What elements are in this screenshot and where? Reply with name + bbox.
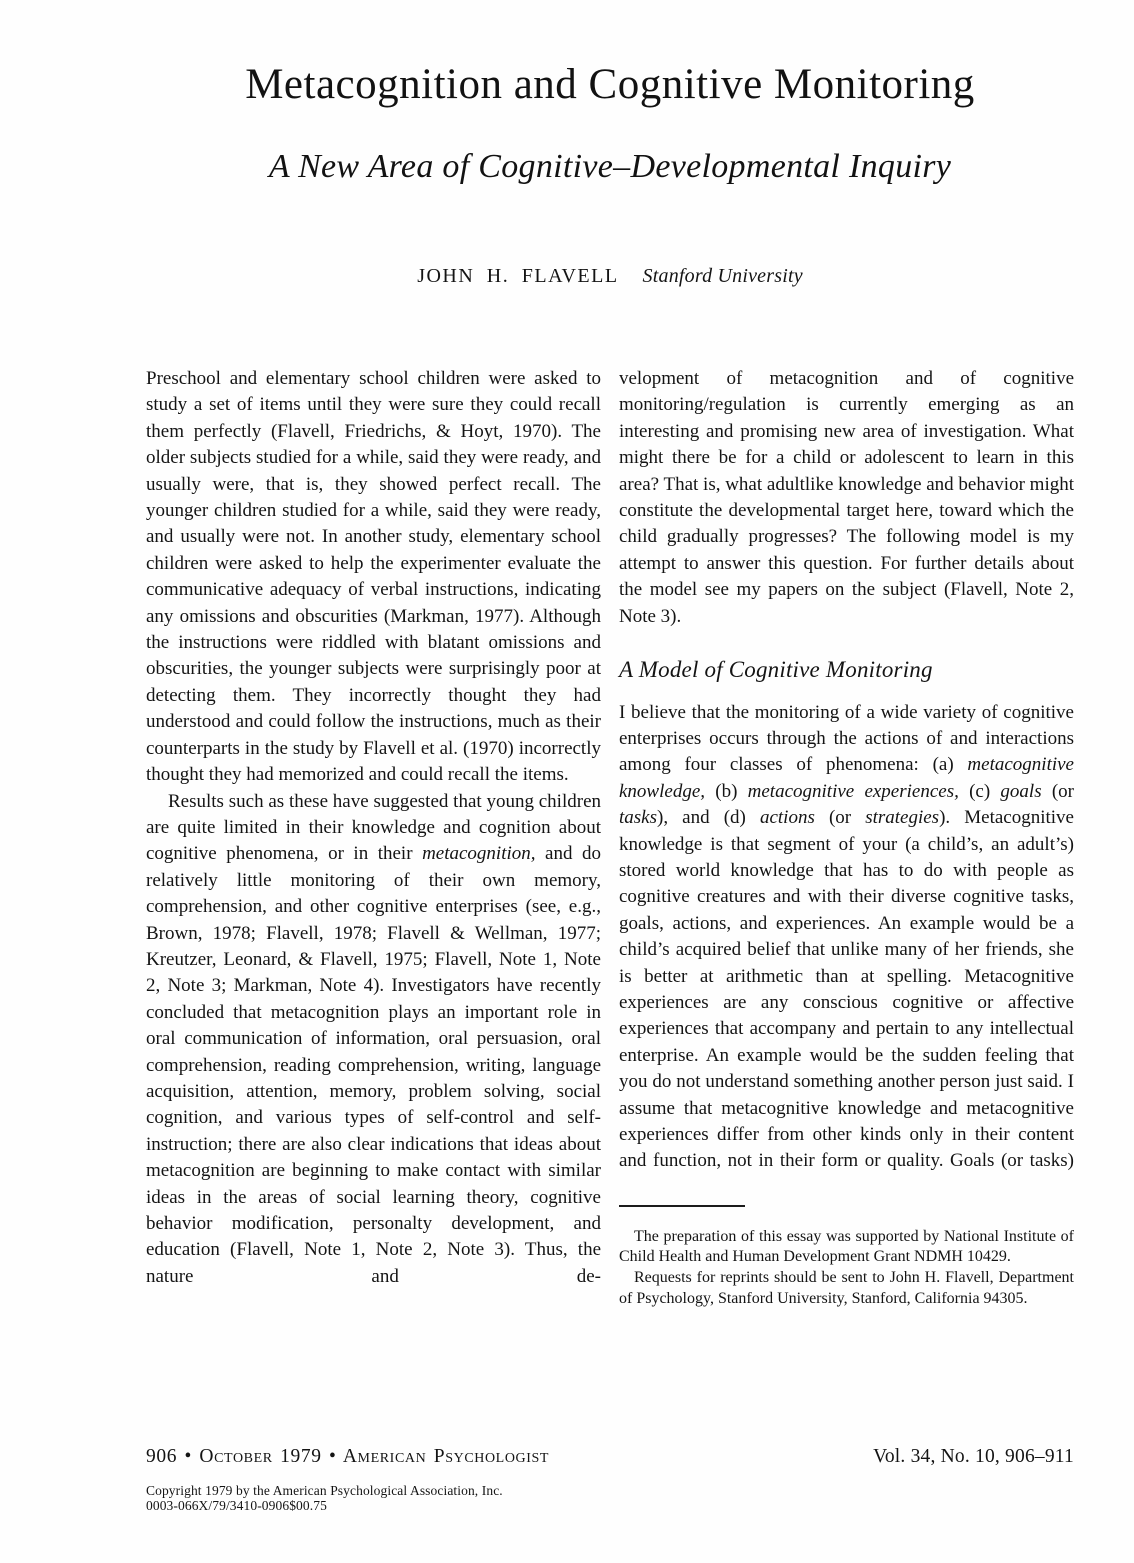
author-name: JOHN H. FLAVELL — [417, 265, 619, 287]
right-column — [619, 366, 1074, 1309]
footer-journal-line: 906 • October 1979 • American Psychologist — [146, 1446, 550, 1467]
footnote-acknowledgment: The preparation of this essay was supported by National Institute of Child Health and Human Development Grant NDMH 10429. — [619, 1227, 1074, 1266]
copyright-block — [146, 1483, 746, 1513]
paragraph-results: Results such as these have suggested that young children are quite limited in their knowledge and cognition about cognitive phenomena, or in their metacognition, and do relatively little monitoring of their own memory, comprehension, and other cognitive enterprises (see, e.g., Brown, 1978; Flavell, 1978; Flavell & Wellman, 1977; Kreutzer, Leonard, & Flavell, 1975; Flavell, Note 1, Note 2, Note 3; Markman, Note 4). Investigators have recently concluded that metacognition plays an important role in oral communication of information, oral persuasion, oral comprehension, reading comprehension, writing, language acquisition, attention, memory, problem solving, social cognition, and various types of self-control and self-instruction; there are also clear indications that ideas about metacognition are beginning to make contact with similar ideas in the areas of social learning theory, cognitive behavior modification, personalty development, and education (Flavell, Note 1, Note 2, Note 3). Thus, the nature and de- — [146, 790, 601, 1287]
author-line — [146, 265, 1074, 288]
page-footer — [146, 1446, 1074, 1468]
author-affiliation: Stanford University — [642, 265, 803, 287]
copyright-line: Copyright 1979 by the American Psychological Association, Inc. — [146, 1483, 503, 1498]
issn-fee-code: 0003-066X/79/3410-0906$00.75 — [146, 1498, 327, 1513]
footnote-reprints: Requests for reprints should be sent to John H. Flavell, Department of Psychology, Stanford University, Stanford, California 94305. — [619, 1269, 1074, 1307]
paragraph-opening: Preschool and elementary school children were asked to study a set of items until they were sure they could recall them perfectly (Flavell, Friedrichs, & Hoyt, 1970). The older subjects studied for a while, said they were ready, and usually were, that is, they showed perfect recall. The younger children studied for a while, said they were ready, and usually were not. In another study, elementary school children were asked to help the experimenter evaluate the communicative adequacy of verbal instructions, indicating any omissions and obscurities (Markman, 1977). Although the instructions were riddled with blatant omissions and obscurities, the younger subjects were surprisingly poor at detecting them. They incorrectly thought they had understood and could follow the instructions, much as their counterparts in the study by Flavell et al. (1970) incorrectly thought they had memorized and could recall the items. — [146, 368, 601, 786]
left-column — [146, 366, 601, 1309]
footnote-divider — [619, 1205, 745, 1207]
paper-title: Metacognition and Cognitive Monitoring — [245, 61, 975, 108]
paragraph-model: I believe that the monitoring of a wide variety of cognitive enterprises occurs through the actions of and interactions among four classes of phenomena: (a) metacognitive knowledge, (b) metacognitive experiences, (c) goals (or tasks), and (d) actions (or strategies). Metacognitive knowledge is that segment of your (a child’s, an adult’s) stored world knowledge that has to do with people as cognitive creatures and with their diverse cognitive tasks, goals, actions, and experiences. An example would be a child’s acquired belief that unlike many of her friends, she is better at arithmetic than at spelling. Metacognitive experiences are any conscious cognitive or affective experiences that accompany and pertain to any intellectual enterprise. An example would be the sudden feeling that you do not understand something another person just said. I assume that metacognitive knowledge and metacognitive experiences differ from other kinds only in their content and function, not in their form or quality. Goals (or tasks) — [619, 701, 1074, 1172]
paper-subtitle: A New Area of Cognitive–Developmental Inquiry — [268, 148, 952, 185]
paragraph-continuation: velopment of metacognition and of cognitive monitoring/regulation is currently emerging as an interesting and promising new area of investigation. What might there be for a child or adolescent to learn in this area? That is, what adultlike knowledge and behavior might constitute the developmental target here, toward which the child gradually progresses? The following model is my attempt to answer this question. For further details about the model see my papers on the subject (Flavell, Note 2, Note 3). — [619, 368, 1074, 627]
footer-volume-line: Vol. 34, No. 10, 906–911 — [873, 1446, 1074, 1467]
footnote-block — [619, 1205, 1074, 1309]
two-column-body — [146, 366, 1074, 1309]
section-heading: A Model of Cognitive Monitoring — [619, 657, 933, 683]
